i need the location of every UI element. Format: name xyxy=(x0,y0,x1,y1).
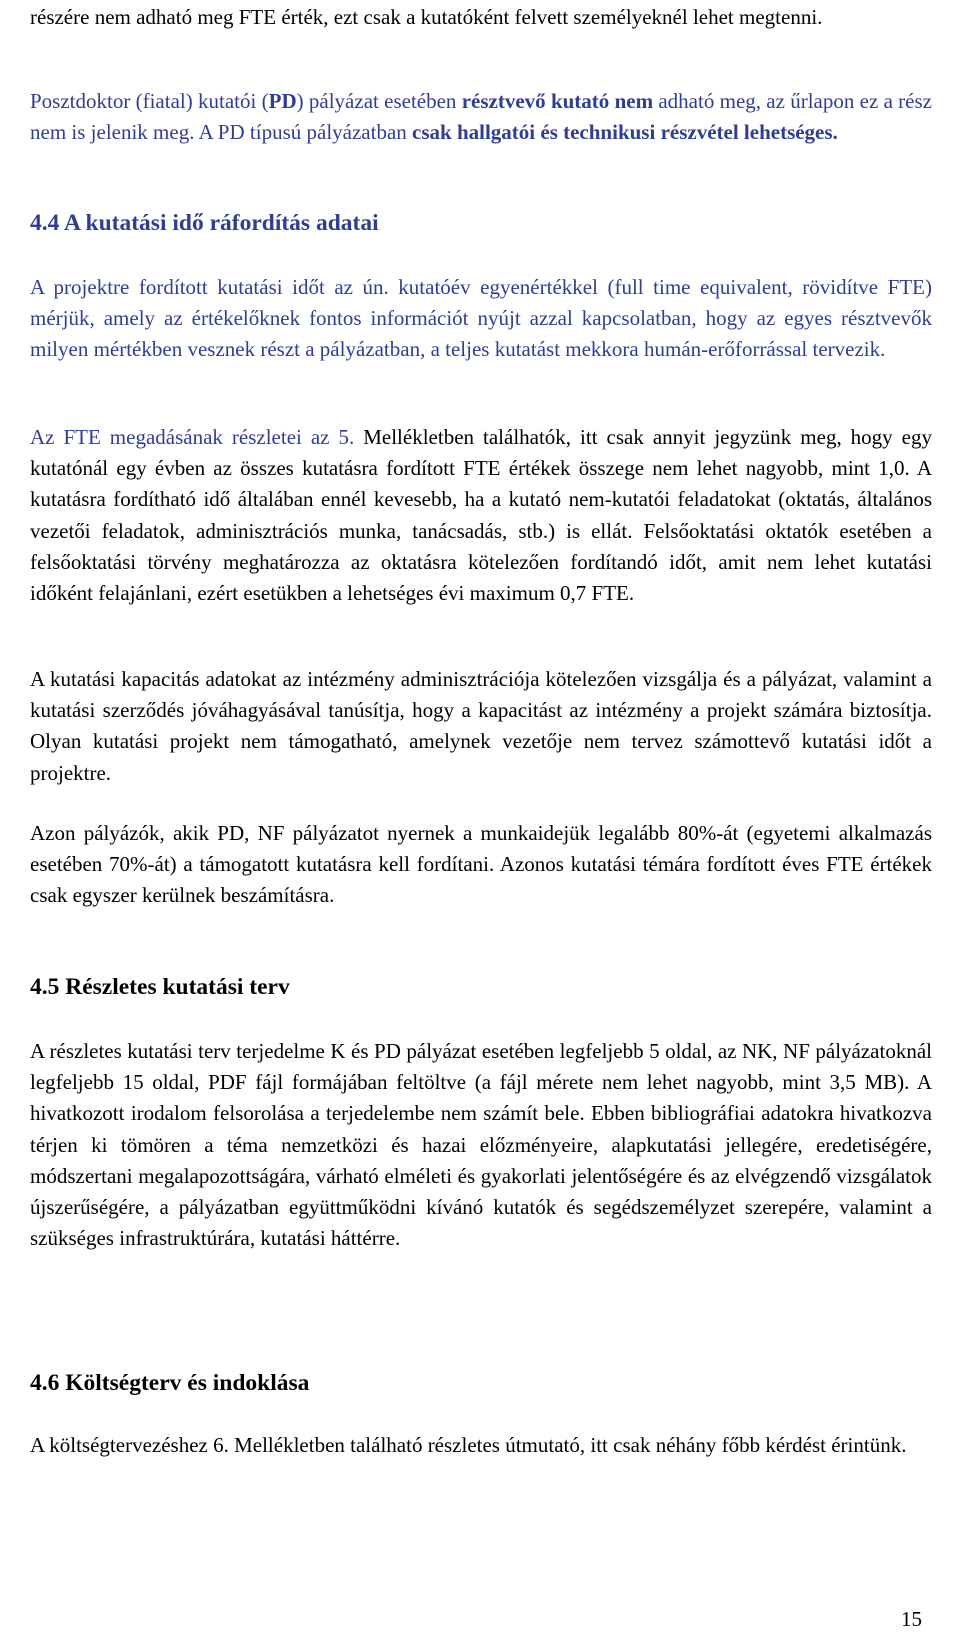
section-4-4-paragraph-2-intro: Az FTE megadásának részletei az 5. xyxy=(30,425,364,449)
top-fragment-paragraph: részére nem adható meg FTE érték, ezt csak a kutatóként felvett személyeknél lehet megtenni. xyxy=(30,5,823,29)
section-4-4-paragraph-4: Azon pályázók, akik PD, NF pályázatot nyernek a munkaidejük legalább 80%-át (egyetemi alkalmazás esetében 70%-át) a támogatott kutatásra kell fordítani. Azonos kutatási témára fordított éves FTE értékek csak egyszer kerülnek beszámításra. xyxy=(30,821,932,908)
section-4-4-paragraph-2-body: Mellékletben találhatók, itt csak annyit jegyzünk meg, hogy egy kutatónál egy évben az összes kutatásra fordított FTE értékek összege nem lehet nagyobb, mint 1,0. A kutatásra fordítható idő általában ennél kevesebb, ha a kutató nem-kutatói feladatokat (oktatás, általános vezetői feladatok, adminisztrációs munka, tanácsadás, stb.) is ellát. Felsőoktatási oktatók esetében a felsőoktatási törvény meghatározza az oktatásra kötelezően fordítandó időt, amit nem lehet kutatási időként felajánlani, ezért esetükben a lehetséges évi maximum 0,7 FTE. xyxy=(30,425,932,606)
page-number: 15 xyxy=(901,1607,922,1631)
pd-bold-1: PD xyxy=(268,89,297,113)
section-4-4-paragraph-2 xyxy=(30,422,932,609)
section-4-6-paragraph-1: A költségtervezéshez 6. Mellékletben található részletes útmutató, itt csak néhány főbb kérdést érintünk. xyxy=(30,1433,907,1457)
section-4-5-paragraph-1: A részletes kutatási terv terjedelme K és PD pályázat esetében legfeljebb 5 oldal, az NK, NF pályázatoknál legfeljebb 15 oldal, PDF fájl formájában feltöltve (a fájl mérete nem lehet nagyobb, mint 3,5 MB). A hivatkozott irodalom felsorolása a terjedelembe nem számít bele. Ebben bibliográfiai adatokra hivatkozva térjen ki tömören a téma nemzetközi és hazai előzményeire, alapkutatási jellegére, eredetiségére, módszertani megalapozottságára, várható elméleti és gyakorlati jelentőségére és az elvégzendő vizsgálatok újszerűségére, a pályázatban együttműködni kívánó kutatók és segédszemélyzet szerepére, valamint a szükséges infrastruktúrára, kutatási háttérre. xyxy=(30,1039,932,1251)
section-4-5-heading: 4.5 Részletes kutatási terv xyxy=(30,974,290,1000)
pd-text-2: ) pályázat esetében xyxy=(296,89,462,113)
pd-text-1: Posztdoktor (fiatal) kutatói ( xyxy=(30,89,269,113)
pd-bold-2: résztvevő kutató nem xyxy=(461,89,654,113)
pd-paragraph xyxy=(30,86,932,148)
section-4-4-paragraph-3: A kutatási kapacitás adatokat az intézmény adminisztrációja kötelezően vizsgálja és a pályázat, valamint a kutatási szerződés jóváhagyásával tanúsítja, hogy a kapacitást az intézmény a projekt számára biztosítja. Olyan kutatási projekt nem támogatható, amelynek vezetője nem tervez számottevő kutatási időt a projektre. xyxy=(30,667,932,785)
section-4-6-heading: 4.6 Költségterv és indoklása xyxy=(30,1370,310,1396)
section-4-4-paragraph-1: A projektre fordított kutatási időt az ún. kutatóév egyenértékkel (full time equivalent, rövidítve FTE) mérjük, amely az értékelőknek fontos információt nyújt azzal kapcsolatban, hogy az egyes résztvevők milyen mértékben vesznek részt a pályázatban, a teljes kutatást mekkora humán-erőforrással tervezik. xyxy=(30,275,932,362)
pd-text-3: adható meg, az űrlapon ez a rész nem is jelenik meg. A PD típusú pályázatban xyxy=(30,89,932,145)
pd-bold-3: csak hallgatói és technikusi részvétel lehetséges. xyxy=(412,120,838,145)
section-4-4-heading: 4.4 A kutatási idő ráfordítás adatai xyxy=(30,210,379,236)
